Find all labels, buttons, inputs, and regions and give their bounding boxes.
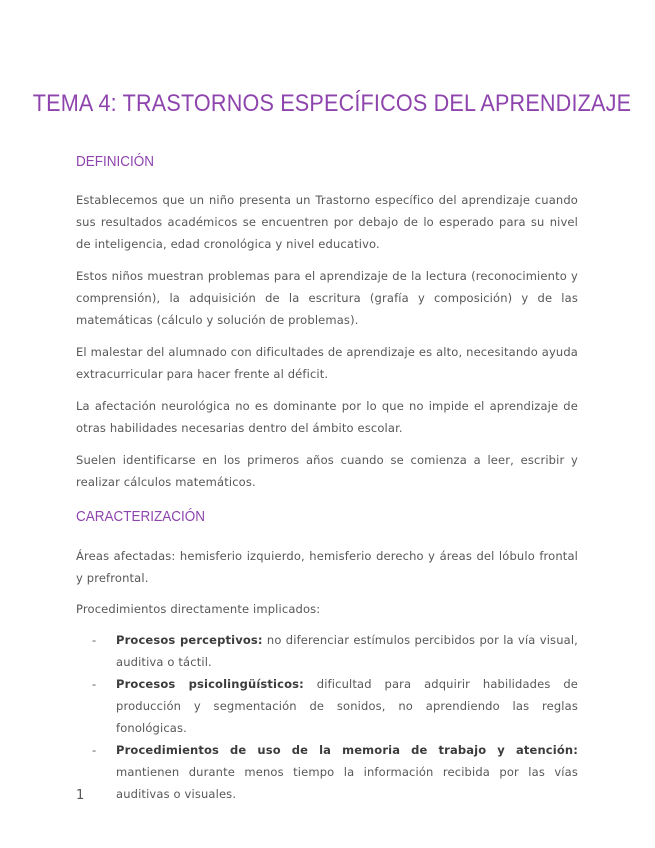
list-item	[76, 673, 578, 739]
paragraph: Suelen identificarse en los primeros años cuando se comienza a leer, escribir y realizar cálculos matemáticos.	[76, 453, 578, 489]
page-number: 1	[76, 788, 85, 803]
paragraph: El malestar del alumnado con dificultades de aprendizaje es alto, necesitando ayuda extracurricular para hacer frente al déficit.	[76, 345, 578, 381]
bullet-marker: -	[92, 633, 97, 647]
list-item-text: dificultad para adquirir habilidades de producción y segmentación de sonidos, no aprendiendo las reglas fonológicas.	[116, 677, 578, 735]
paragraph: Procedimientos directamente implicados:	[76, 602, 321, 616]
document-title: TEMA 4: TRASTORNOS ESPECÍFICOS DEL APRENDIZAJE	[32, 90, 632, 117]
bullet-list	[76, 629, 578, 805]
list-item-term: Procesos psicolingüísticos:	[116, 677, 304, 691]
paragraph: Establecemos que un niño presenta un Trastorno específico del aprendizaje cuando sus resultados académicos se encuentren por debajo de lo esperado para su nivel de inteligencia, edad cronológica y nivel educativo.	[76, 193, 578, 251]
paragraph: Áreas afectadas: hemisferio izquierdo, hemisferio derecho y áreas del lóbulo frontal y prefrontal.	[76, 549, 578, 585]
list-item-text: mantienen durante menos tiempo la información recibida por las vías auditivas o visuales.	[116, 765, 578, 801]
list-item-term: Procesos perceptivos:	[116, 633, 263, 647]
paragraph: La afectación neurológica no es dominante por lo que no impide el aprendizaje de otras habilidades necesarias dentro del ámbito escolar.	[76, 399, 578, 435]
bullet-marker: -	[92, 677, 97, 691]
section-heading-definicion: DEFINICIÓN	[76, 153, 155, 170]
list-item-term: Procedimientos de uso de la memoria de trabajo y atención:	[116, 743, 578, 757]
list-item-text: no diferenciar estímulos percibidos por la vía visual, auditiva o táctil.	[116, 633, 578, 669]
bullet-marker: -	[92, 743, 97, 757]
list-item	[76, 629, 578, 673]
list-item	[76, 739, 578, 805]
section-heading-caracterizacion: CARACTERIZACIÓN	[76, 508, 206, 525]
paragraph: Estos niños muestran problemas para el aprendizaje de la lectura (reconocimiento y comprensión), la adquisición de la escritura (grafía y composición) y de las matemáticas (cálculo y solución de problemas).	[76, 269, 578, 327]
